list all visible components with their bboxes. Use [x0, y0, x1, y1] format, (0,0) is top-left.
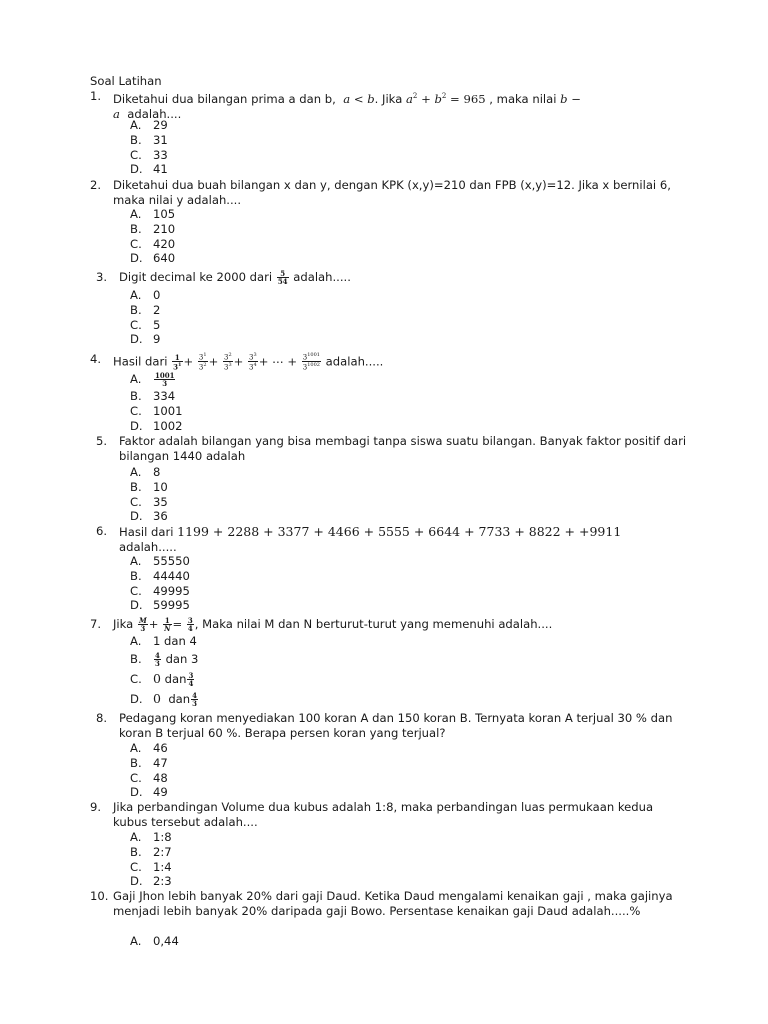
question-text: Diketahui dua buah bilangan x dan y, dengan KPK (x,y)=210 dan FPB (x,y)=12. Jika x bernilai 6, maka nilai y adalah.... [113, 178, 671, 207]
option-letter: B. [130, 302, 142, 317]
option-value: 2:7 [153, 844, 172, 859]
text-part: adalah..... [119, 540, 177, 554]
option-letter: D. [130, 598, 143, 613]
option-value: 640 [153, 251, 176, 266]
option-letter: C. [130, 403, 142, 418]
question-number: 6. [96, 524, 108, 538]
question-5 [90, 434, 690, 464]
question-6 [90, 524, 690, 555]
option-value: 10 [153, 479, 168, 494]
option-value [153, 689, 199, 709]
fraction-term: $\frac{3^2}{3^3}$ [223, 352, 232, 372]
question-7 [90, 617, 690, 632]
text-part: . Jika [374, 91, 403, 106]
fraction-m-3: $\frac{M}{3}$ [138, 616, 147, 633]
text-part: , maka nilai [489, 91, 557, 106]
option-letter: A. [130, 934, 142, 948]
option-letter: C. [130, 859, 142, 874]
fraction-term: $\frac{1}{3^1}$ [173, 352, 182, 371]
document-title: Soal Latihan [90, 74, 162, 88]
option-letter: B. [130, 844, 142, 859]
option-letter: C. [130, 236, 142, 251]
question-number: 4. [90, 352, 102, 366]
text-part: adalah..... [293, 270, 351, 284]
fraction-3-4: $\frac{3}{4}$ [187, 616, 193, 633]
option-letter: C. [130, 147, 142, 162]
option-letter: A. [130, 288, 142, 302]
option-letter: B. [130, 568, 142, 583]
text-part: adalah.... [127, 106, 182, 121]
option-letter: B. [130, 132, 142, 147]
question-text: Jika $\frac{M}{3}$ + $\frac{1}{N}$ = $\frac{3}{4}$ , Maka nilai M dan N berturut-turut yang memenuhi adalah.... [113, 616, 553, 633]
fraction-term: $\frac{3^{1001}}{3^{1002}}$ [302, 352, 320, 372]
question-3 [90, 270, 690, 285]
question-number: 9. [90, 800, 102, 814]
fraction-4-3: $\frac{4}{3}$ [155, 650, 160, 668]
option-value: 1:4 [153, 859, 172, 874]
question-text: Gaji Jhon lebih banyak 20% dari gaji Daud. Ketika Daud mengalami kenaikan gaji , maka gajinya menjadi lebih banyak 20% daripada gaji Bowo. Persentase kenaikan gaji Daud adalah.....% [113, 889, 673, 918]
question-text: Faktor adalah bilangan yang bisa membagi tanpa siswa suatu bilangan. Banyak faktor positif dari bilangan 1440 adalah [119, 434, 687, 463]
fraction-1-n: $\frac{1}{N}$ [164, 616, 171, 633]
option-letter: D. [130, 785, 143, 800]
text-part: Hasil dari [113, 354, 168, 369]
question-text: Hasil dari $\frac{1}{3^1}$ + $\frac{3^1}{3^2}$ + $\frac{3^2}{3^3}$ + $\frac{3^3}{3^4}$ + ⋯ + $\frac{3^{1001}}{3^{1002}}$ adalah..... [113, 352, 384, 372]
option-value: 36 [153, 509, 168, 524]
question-8 [90, 711, 690, 741]
option-letter: A. [130, 634, 142, 648]
option-letter: D. [130, 509, 143, 524]
option-value: 41 [153, 162, 168, 177]
text-part: , Maka nilai M dan N berturut-turut yang memenuhi adalah.... [194, 617, 553, 631]
option-value: 33 [153, 147, 168, 162]
question-text: Jika perbandingan Volume dua kubus adalah 1:8, maka perbandingan luas permukaan kedua kubus tersebut adalah.... [113, 800, 654, 829]
option-value: 1001 [153, 403, 183, 418]
question-text: Pedagang koran menyediakan 100 koran A dan 150 koran B. Ternyata koran A terjual 30 % dan koran B terjual 60 %. Berapa persen koran yang terjual? [119, 711, 673, 740]
option-letter: A. [130, 830, 142, 844]
question-number: 2. [90, 178, 102, 192]
option-letter: A. [130, 741, 142, 755]
math-equation: a [406, 91, 413, 106]
option-value: 49995 [153, 583, 190, 598]
option-letter: A. [130, 207, 142, 221]
option-letter: D. [130, 251, 143, 266]
option-letter: D. [130, 874, 143, 889]
option-value: 210 [153, 221, 176, 236]
option-value: 59995 [153, 598, 190, 613]
option-value [153, 669, 195, 689]
option-letter: B. [130, 755, 142, 770]
question-number: 3. [96, 270, 108, 284]
option-letter: C. [130, 583, 142, 598]
option-value-zero: 0 [153, 690, 161, 706]
option-value: 55550 [153, 554, 190, 568]
option-value-text: dan 3 [165, 651, 199, 666]
option-value: 44440 [153, 568, 190, 583]
question-text [119, 524, 690, 555]
option-value: 334 [153, 389, 176, 403]
option-value: 49 [153, 785, 168, 800]
option-letter: C. [130, 494, 142, 509]
fraction-1001-3: $\frac{1001}{3}$ [155, 371, 175, 388]
question-2 [90, 178, 690, 208]
option-value: 1 dan 4 [153, 634, 197, 648]
option-letter: D. [130, 418, 143, 433]
question-10 [90, 889, 690, 919]
option-value: 35 [153, 494, 168, 509]
option-value-text: dan [164, 671, 187, 686]
option-value [153, 369, 176, 389]
option-letter: B. [130, 389, 142, 403]
option-value: 2:3 [153, 874, 172, 889]
question-4 [90, 352, 690, 372]
fraction-5-54: $\frac{5}{54}$ [277, 269, 288, 286]
option-value: 46 [153, 741, 168, 755]
option-letter: B. [130, 221, 142, 236]
math-expression: b [560, 91, 568, 106]
fraction-3-4: $\frac{3}{4}$ [188, 670, 194, 688]
option-letter: C. [130, 770, 142, 785]
question-9 [90, 800, 690, 830]
option-value-text: dan [168, 691, 191, 706]
option-letter: A. [130, 465, 142, 479]
option-value: 29 [153, 118, 168, 132]
question-number: 8. [96, 711, 108, 725]
option-value [153, 649, 198, 669]
option-letter: A. [130, 372, 142, 386]
question-text: Diketahui dua bilangan prima a dan b, a < b. Jika $a^2 + b^2 = 965$ , maka nilai b − a adalah.... [113, 91, 581, 121]
option-value: 9 [153, 332, 161, 347]
question-1 [90, 89, 690, 122]
option-letter: B. [130, 651, 142, 666]
text-part: Diketahui dua bilangan prima a dan b, [113, 91, 336, 106]
option-letter: A. [130, 554, 142, 568]
option-value: 1002 [153, 418, 183, 433]
option-value: 31 [153, 132, 168, 147]
text-part: Digit decimal ke 2000 dari [119, 270, 273, 284]
question-number: 7. [90, 617, 102, 631]
option-value: 8 [153, 465, 161, 479]
option-value-zero: 0 [153, 670, 161, 686]
option-letter: C. [130, 317, 142, 332]
text-part: Hasil dari [119, 525, 174, 539]
option-value: 0 [153, 288, 161, 302]
option-letter: D. [130, 691, 143, 706]
fraction-term: $\frac{3^1}{3^2}$ [198, 352, 207, 372]
option-value: 420 [153, 236, 176, 251]
option-letter: D. [130, 332, 143, 347]
option-value: 48 [153, 770, 168, 785]
option-value: 0,44 [153, 934, 179, 948]
option-letter: A. [130, 118, 142, 132]
option-value: 5 [153, 317, 161, 332]
question-number: 1. [90, 89, 102, 103]
option-value: 105 [153, 207, 176, 221]
fraction-term: $\frac{3^3}{3^4}$ [249, 352, 257, 372]
text-part: Jika [113, 617, 134, 631]
option-letter: C. [130, 671, 142, 686]
question-text [119, 270, 690, 285]
math-inequality: a [343, 91, 351, 106]
option-value: 47 [153, 755, 168, 770]
option-value: 1:8 [153, 830, 172, 844]
option-letter: B. [130, 479, 142, 494]
option-value: 2 [153, 302, 161, 317]
question-number: 5. [96, 434, 108, 448]
math-expression: 1199 + 2288 + 3377 + 4466 + 5555 + 6644 + 7733 + 8822 + +9911 [177, 524, 622, 539]
option-letter: D. [130, 162, 143, 177]
fraction-4-3: $\frac{4}{3}$ [192, 690, 198, 708]
text-part: adalah..... [325, 354, 384, 369]
question-number: 10. [90, 889, 109, 903]
